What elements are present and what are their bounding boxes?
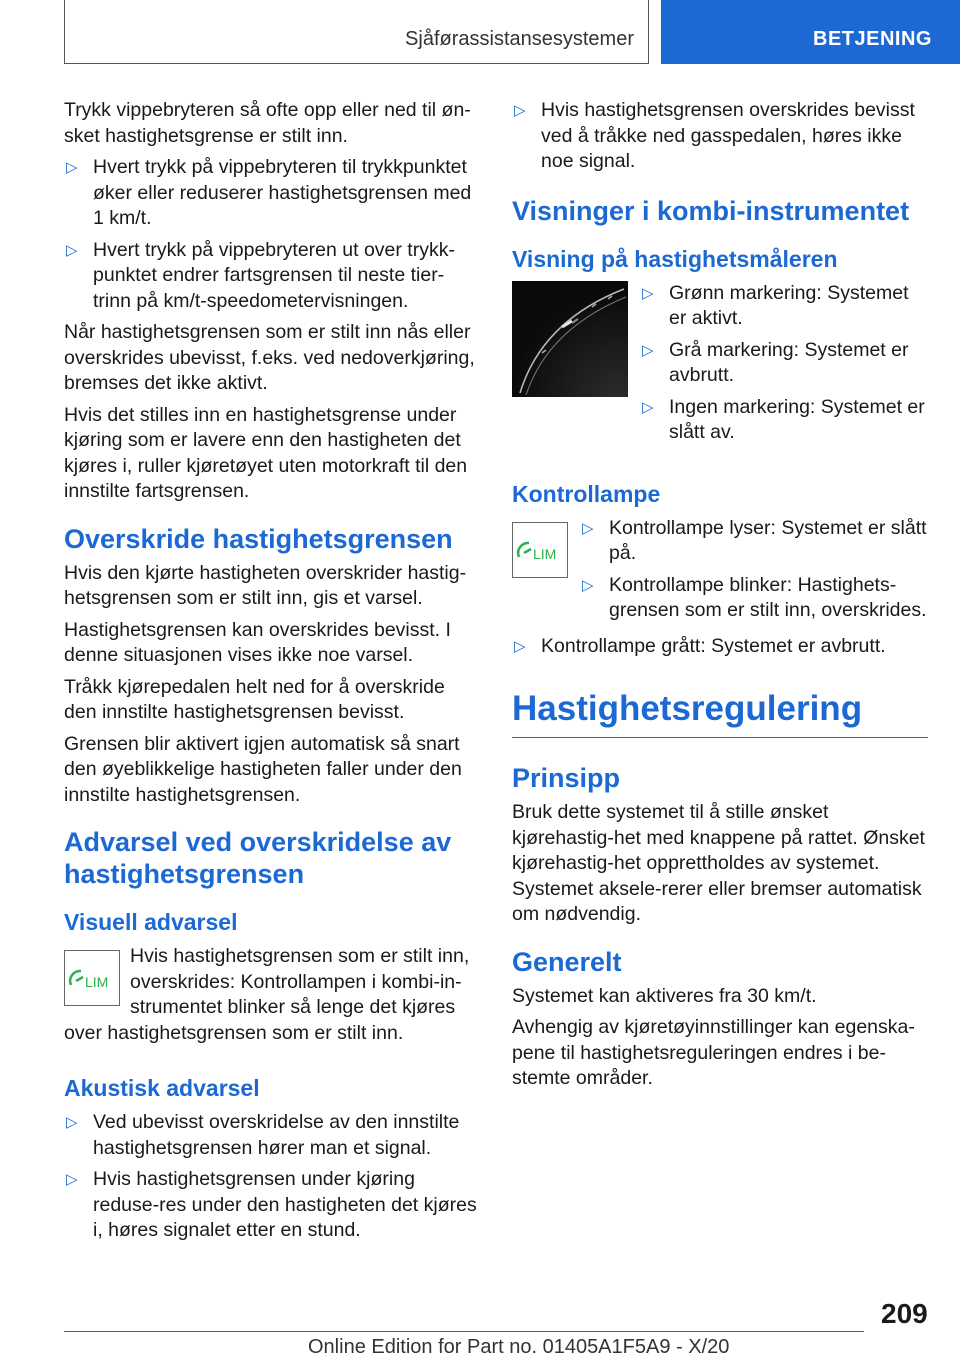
list-item: ▷ Grå markering: Systemet er avbrutt. (642, 338, 909, 386)
bullet-triangle-icon: ▷ (66, 159, 78, 176)
list-item: ▷ Grønn markering: Systemet er aktivt. (642, 281, 909, 329)
bullet-triangle-icon: ▷ (642, 284, 654, 302)
list-item: ▷ Kontrollampe blinker: Hastighets-grensen som er stilt inn, overskrides. (582, 573, 927, 621)
subsection-heading: Akustisk advarsel (64, 1075, 260, 1101)
section-heading: Overskride hastighetsgrensen (64, 523, 453, 554)
section-heading: Advarsel ved overskridelse av hastighetsgrensen (64, 827, 452, 889)
bullet-triangle-icon: ▷ (66, 1171, 78, 1188)
subsection-heading: Visning på hastighetsmåleren (512, 245, 838, 272)
visual-warning-block (64, 944, 480, 1052)
paragraph: Hvis hastighetsgrensen som er stilt inn, overskrides: Kontrollampen i kombi-in-strumentet blinker så lenge det kjøres over hastighetsgrensen som er stilt inn. (64, 945, 470, 1044)
paragraph: Trykk vippebryteren så ofte opp eller ned til øn-sket hastighetsgrense er stilt inn. (64, 99, 471, 147)
section-title: Sjåførassistansesystemer (405, 28, 634, 50)
bullet-triangle-icon: ▷ (582, 576, 594, 594)
section-heading: Prinsipp (512, 763, 621, 793)
bullet-triangle-icon: ▷ (642, 398, 654, 416)
paragraph: Tråkk kjørepedalen helt ned for å overskride den innstilte hastighetsgrensen bevisst. (64, 675, 445, 723)
bullet-triangle-icon: ▷ (642, 341, 654, 359)
svg-text:LIM: LIM (533, 545, 557, 562)
list-item: ▷ Hvert trykk på vippebryteren ut over trykk-punktet endrer fartsgrensen til neste tier-trinn på km/t-speedometervisningen. (66, 238, 455, 312)
list-item: ▷ Hvis hastighetsgrensen under kjøring reduse-res under den hastigheten det kjøres i, høres signalet etter en stund. (66, 1168, 477, 1241)
paragraph: Avhengig av kjøretøyinnstillinger kan egenska-pene til hastighetsreguleringen endres i be-stemte områder. (512, 1016, 915, 1089)
bullet-triangle-icon: ▷ (514, 637, 526, 655)
paragraph: Systemet kan aktiveres fra 30 km/t. (512, 984, 817, 1007)
paragraph: Grensen blir aktivert igjen automatisk så snart den øyeblikkelige hastigheten faller under den innstilte hastighetsgrensen. (64, 732, 462, 806)
svg-text:LIM: LIM (85, 974, 109, 990)
speedometer-row (512, 281, 928, 452)
footer-divider (64, 1331, 864, 1332)
chapter-tab[interactable]: BETJENING (661, 0, 960, 64)
footer-edition[interactable]: Online Edition for Part no. 01405A1F5A9 - X/20 (308, 1336, 730, 1358)
section-heading: Visninger i kombi-instrumentet (512, 195, 910, 226)
left-column (64, 98, 480, 1250)
list-item: ▷ Ved ubevisst overskridelse av den innstilte hastighetsgrensen hører man et signal. (66, 1111, 460, 1159)
list-item: ▷ Ingen markering: Systemet er slått av. (642, 395, 925, 443)
paragraph: Når hastighetsgrensen som er stilt inn nås eller overskrides ubevisst, f.eks. ved nedoverkjøring, bremses det ikke aktivt. (64, 321, 475, 394)
chapter-heading: Hastighetsregulering (512, 687, 928, 738)
section-heading: Generelt (512, 946, 622, 977)
subsection-heading: Kontrollampe (512, 480, 661, 507)
indicator-row (512, 516, 928, 630)
bullet-triangle-icon: ▷ (514, 102, 526, 119)
list-item: ▷ Kontrollampe grått: Systemet er avbrutt. (512, 634, 928, 660)
lim-indicator-icon (512, 522, 568, 578)
speedometer-image (512, 281, 628, 397)
paragraph: Bruk dette systemet til å stille ønsket kjørehastig-het med knappene på rattet. Ønsket kjørehastig-het opprettholdes av systemet. Systemet aksele-rerer eller bremser automatisk om nødvendig. (512, 801, 925, 925)
subsection-heading: Visuell advarsel (64, 909, 238, 935)
paragraph: Hastighetsgrensen kan overskrides bevisst. I denne situasjonen vises ikke noe varsel. (64, 618, 451, 666)
page-number: 209 (881, 1298, 928, 1329)
list-item: ▷ Kontrollampe lyser: Systemet er slått på. (582, 516, 927, 564)
lim-indicator-icon (64, 950, 120, 1006)
bullet-triangle-icon: ▷ (582, 519, 594, 537)
bullet-triangle-icon: ▷ (66, 241, 78, 259)
paragraph: Hvis det stilles inn en hastighetsgrense under kjøring som er lavere enn den hastigheten det kjøres i, ruller kjøretøyet uten motorkraft til den innstilte fartsgrensen. (64, 403, 468, 502)
paragraph: Hvis den kjørte hastigheten overskrider hastig-hetsgrensen som er stilt inn, gis et varsel. (64, 561, 467, 609)
list-item: ▷ Hvert trykk på vippebryteren til trykkpunktet øker eller reduserer hastighetsgrensen med 1 km/t. (66, 156, 472, 229)
list-item: ▷ Hvis hastighetsgrensen overskrides bevisst ved å tråkke ned gasspedalen, høres ikke noe signal. (514, 99, 915, 172)
bullet-triangle-icon: ▷ (66, 1114, 78, 1131)
right-column (512, 98, 928, 1098)
